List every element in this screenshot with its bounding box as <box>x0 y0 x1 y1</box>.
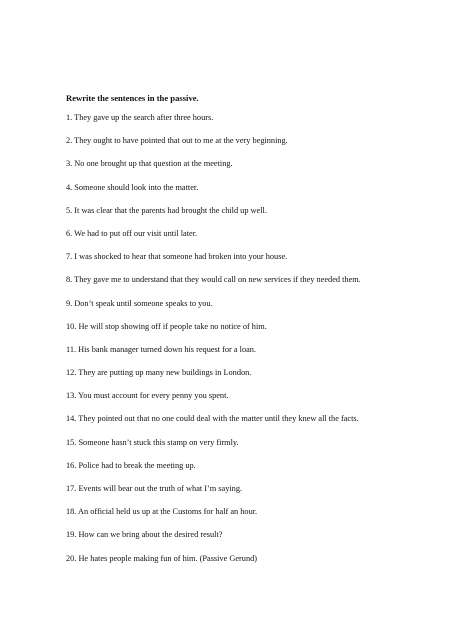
sentence-list <box>66 112 361 576</box>
sentence-item: 7. I was shocked to hear that someone had broken into your house. <box>66 252 288 262</box>
sentence-item: 2. They ought to have pointed that out to me at the very beginning. <box>66 136 288 146</box>
sentence-item: 8. They gave me to understand that they would call on new services if they needed them. <box>66 275 361 285</box>
sentence-item: 20. He hates people making fun of him. (Passive Gerund) <box>66 553 258 563</box>
sentence-item: 15. Someone hasn’t stuck this stamp on very firmly. <box>66 437 239 447</box>
sentence-item: 13. You must account for every penny you spent. <box>66 391 229 401</box>
sentence-item: 9. Don’t speak until someone speaks to you. <box>66 298 213 308</box>
sentence-item: 14. They pointed out that no one could deal with the matter until they knew all the facts. <box>66 414 359 424</box>
sentence-item: 4. Someone should look into the matter. <box>66 182 199 192</box>
sentence-item: 3. No one brought up that question at the meeting. <box>66 159 233 169</box>
sentence-item: 19. How can we bring about the desired result? <box>66 530 223 540</box>
exercise-title: Rewrite the sentences in the passive. <box>66 93 199 103</box>
sentence-item: 16. Police had to break the meeting up. <box>66 460 196 470</box>
sentence-item: 5. It was clear that the parents had brought the child up well. <box>66 205 267 215</box>
sentence-item: 12. They are putting up many new buildings in London. <box>66 368 252 378</box>
sentence-item: 1. They gave up the search after three hours. <box>66 113 214 122</box>
sentence-item: 11. His bank manager turned down his request for a loan. <box>66 344 257 354</box>
sentence-item: 10. He will stop showing off if people take no notice of him. <box>66 321 267 331</box>
sentence-item: 18. An official held us up at the Customs for half an hour. <box>66 507 258 517</box>
sentence-item: 17. Events will bear out the truth of what I’m saying. <box>66 484 243 493</box>
sentence-item: 6. We had to put off our visit until later. <box>66 228 198 238</box>
